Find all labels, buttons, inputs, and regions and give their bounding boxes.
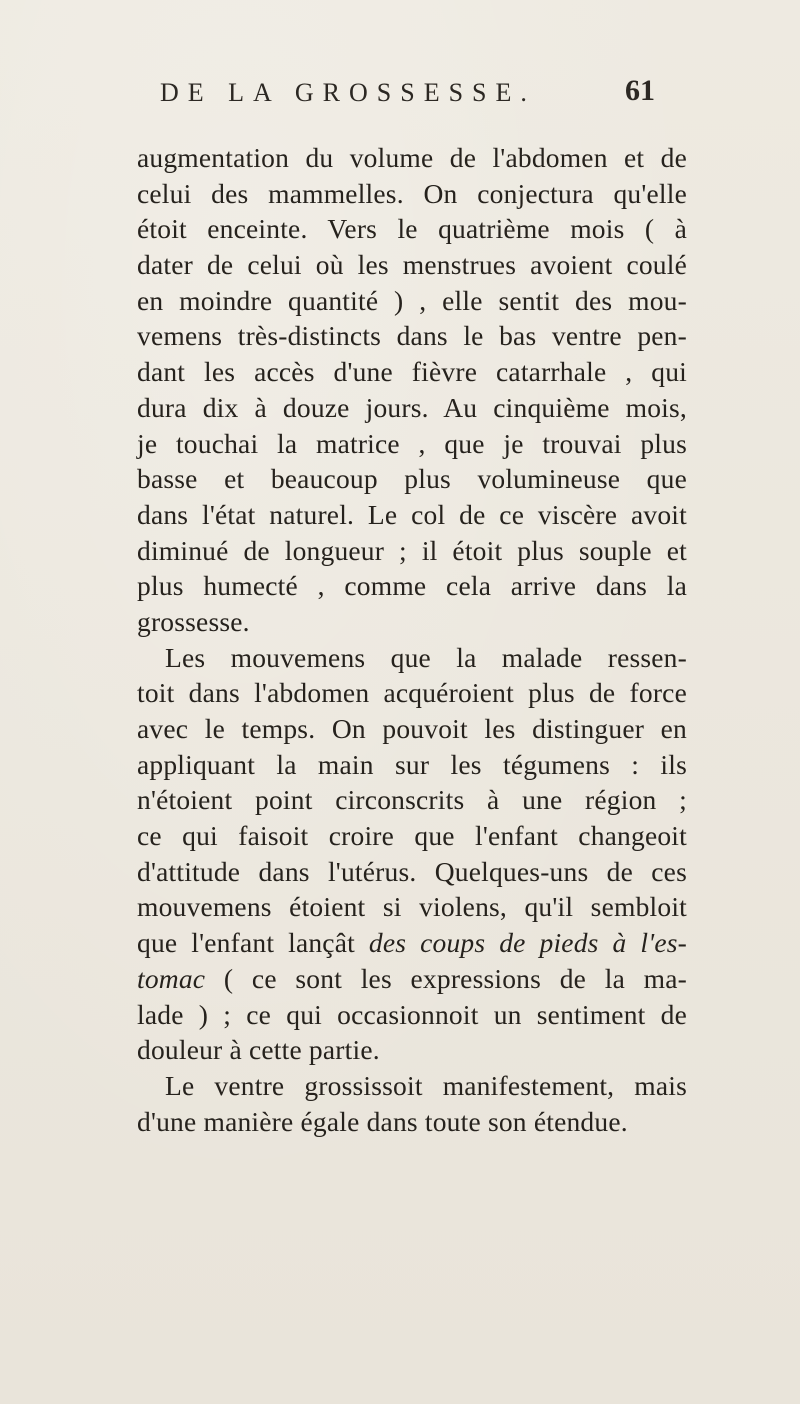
text-line: Les mouvemens que la malade ressen-: [165, 641, 687, 673]
text-line: avec le temps. On pouvoit les distinguer en: [137, 713, 687, 744]
text-line: dura dix à douze jours. Au cinquième mois,: [137, 391, 687, 423]
text-line: d'attitude dans l'utérus. Quelques-uns de ces: [137, 855, 687, 887]
text-line: [137, 925, 687, 961]
body-text: [137, 140, 687, 1139]
page-header: [0, 74, 800, 118]
text-line: ce qui faisoit croire que l'enfant changeoit: [137, 820, 687, 852]
text-line: je touchai la matrice , que je trouvai plus: [137, 427, 687, 459]
text-line: diminué de longueur ; il étoit plus souple et: [137, 534, 687, 566]
italic-quote: des coups de pieds à l'es-: [368, 927, 687, 959]
text-line: appliquant la main sur les tégumens : ils: [137, 748, 687, 780]
text-line: n'étoient point circonscrits à une région ;: [137, 784, 687, 816]
text-line: étoit enceinte. Vers le quatrième mois ( à: [137, 213, 687, 245]
italic-quote: tomac: [137, 962, 206, 994]
running-head: DE LA GROSSESSE.: [160, 78, 536, 107]
text-line: grossesse.: [137, 605, 250, 637]
text-line: Le ventre grossissoit manifestement, mais: [165, 1069, 687, 1101]
text-line: celui des mammelles. On conjectura qu'elle: [137, 177, 687, 209]
text-line: toit dans l'abdomen acquéroient plus de force: [137, 677, 687, 709]
text-line: dant les accès d'une fièvre catarrhale , qui: [137, 356, 687, 388]
text-line: dans l'état naturel. Le col de ce viscère avoit: [137, 498, 687, 530]
text-line: d'une manière égale dans toute son étendue.: [137, 1105, 628, 1137]
text-line: plus humecté , comme cela arrive dans la: [137, 570, 687, 602]
text-line: augmentation du volume de l'abdomen et de: [137, 142, 687, 173]
text-line: mouvemens étoient si violens, qu'il sembloit: [137, 891, 687, 923]
text-segment: que l'enfant lançât: [137, 927, 369, 959]
text-line: douleur à cette partie.: [137, 1034, 380, 1066]
text-line: en moindre quantité ) , elle sentit des mou-: [137, 284, 687, 316]
text-line: vemens très-distincts dans le bas ventre pen-: [137, 320, 687, 352]
text-line: [137, 961, 687, 997]
text-line: basse et beaucoup plus volumineuse que: [137, 463, 687, 495]
text-line: lade ) ; ce qui occasionnoit un sentiment de: [137, 998, 687, 1030]
page-number: 61: [625, 74, 655, 107]
text-segment: ( ce sont les expressions de la ma-: [205, 962, 687, 994]
text-line: dater de celui où les menstrues avoient coulé: [137, 249, 687, 281]
